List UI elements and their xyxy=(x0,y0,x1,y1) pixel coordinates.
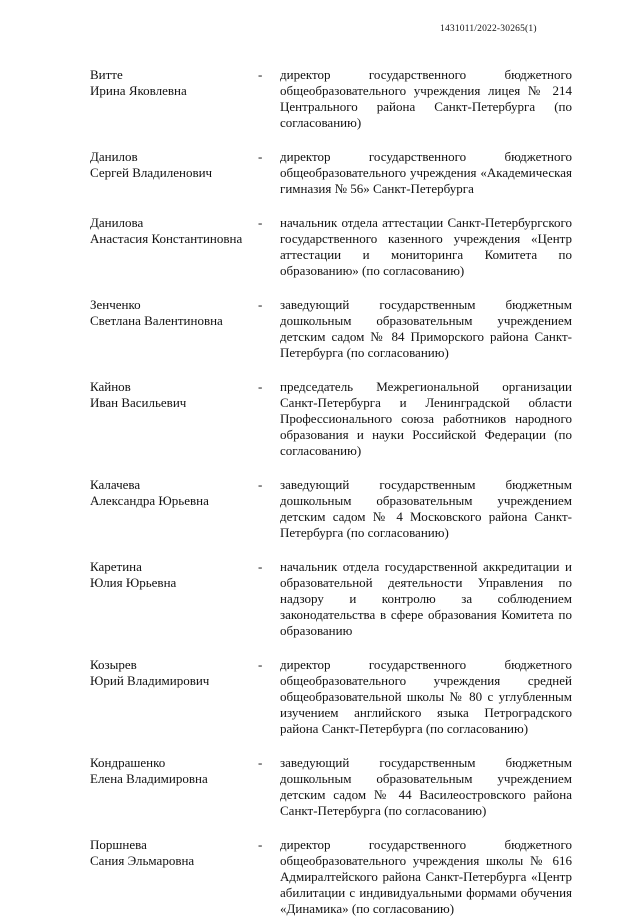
member-position: председатель Межрегиональной организации Санкт-Петербурга и Ленинградской области Профессионального союза работников народного образования и науки Российской Федерации (по согласованию) xyxy=(280,379,572,458)
member-name xyxy=(90,297,258,329)
member-list xyxy=(90,67,572,917)
member-name xyxy=(90,559,258,591)
separator-dash: - xyxy=(258,755,263,770)
member-position: директор государственного бюджетного общеобразовательного учреждения «Академическая гимназия № 56» Санкт-Петербурга xyxy=(280,149,572,196)
member-name xyxy=(90,755,258,787)
member-position: заведующий государственным бюджетным дошкольным образовательным учреждением детским садом № 44 Василеостровского района Санкт-Петербурга (по согласованию) xyxy=(280,755,572,818)
member-surname: Кондрашенко xyxy=(90,755,166,770)
member-position: директор государственного бюджетного общеобразовательного учреждения лицея № 214 Центрального района Санкт-Петербурга (по согласованию) xyxy=(280,67,572,130)
member-name xyxy=(90,149,258,181)
member-given-names: Александра Юрьевна xyxy=(90,493,209,508)
member-given-names: Юлия Юрьевна xyxy=(90,575,177,590)
member-given-names: Юрий Владимирович xyxy=(90,673,210,688)
separator-dash: - xyxy=(258,67,263,82)
member-position: директор государственного бюджетного общеобразовательного учреждения школы № 616 Адмиралтейского района Санкт-Петербурга «Центр абилитации с индивидуальными формами обучения «Динамика» (по согласованию) xyxy=(280,837,572,916)
member-entry xyxy=(90,657,572,737)
member-name xyxy=(90,657,258,689)
member-entry xyxy=(90,477,572,541)
member-surname: Калачева xyxy=(90,477,141,492)
member-entry xyxy=(90,837,572,917)
member-entry xyxy=(90,297,572,361)
member-surname: Каретина xyxy=(90,559,142,574)
member-surname: Витте xyxy=(90,67,123,82)
member-name xyxy=(90,837,258,869)
separator-dash: - xyxy=(258,149,263,164)
member-entry xyxy=(90,755,572,819)
member-given-names: Анастасия Константиновна xyxy=(90,231,243,246)
member-entry xyxy=(90,67,572,131)
member-position: директор государственного бюджетного общеобразовательного учреждения средней общеобразовательной школы № 80 с углубленным изучением английского языка Петроградского района Санкт-Петербурга (по согласованию) xyxy=(280,657,572,736)
member-given-names: Сания Эльмаровна xyxy=(90,853,195,868)
member-entry xyxy=(90,379,572,459)
separator-dash: - xyxy=(258,657,263,672)
member-position: заведующий государственным бюджетным дошкольным образовательным учреждением детским садом № 84 Приморского района Санкт-Петербурга (по согласованию) xyxy=(280,297,572,360)
member-name xyxy=(90,215,258,247)
member-entry xyxy=(90,559,572,639)
member-surname: Данилова xyxy=(90,215,144,230)
separator-dash: - xyxy=(258,215,263,230)
member-name xyxy=(90,379,258,411)
separator-dash: - xyxy=(258,837,263,852)
separator-dash: - xyxy=(258,477,263,492)
member-surname: Данилов xyxy=(90,149,138,164)
separator-dash: - xyxy=(258,559,263,574)
member-surname: Кайнов xyxy=(90,379,131,394)
member-position: заведующий государственным бюджетным дошкольным образовательным учреждением детским садом № 4 Московского района Санкт-Петербурга (по согласованию) xyxy=(280,477,572,540)
member-given-names: Ирина Яковлевна xyxy=(90,83,187,98)
member-surname: Козырев xyxy=(90,657,137,672)
member-given-names: Иван Васильевич xyxy=(90,395,187,410)
member-name xyxy=(90,477,258,509)
member-position: начальник отдела государственной аккредитации и образовательной деятельности Управления по надзору и контролю за соблюдением законодательства в сфере образования Комитета по образованию xyxy=(280,559,572,638)
member-given-names: Сергей Владиленович xyxy=(90,165,213,180)
separator-dash: - xyxy=(258,379,263,394)
separator-dash: - xyxy=(258,297,263,312)
member-surname: Поршнева xyxy=(90,837,147,852)
member-entry xyxy=(90,215,572,279)
member-given-names: Светлана Валентиновна xyxy=(90,313,223,328)
member-name xyxy=(90,67,258,99)
member-surname: Зенченко xyxy=(90,297,141,312)
member-position: начальник отдела аттестации Санкт-Петербургского государственного казенного учреждения «Центр аттестации и мониторинга Комитета по образованию» (по согласованию) xyxy=(280,215,572,278)
member-given-names: Елена Владимировна xyxy=(90,771,208,786)
document-number: 1431011/2022-30265(1) xyxy=(440,24,537,34)
member-entry xyxy=(90,149,572,197)
